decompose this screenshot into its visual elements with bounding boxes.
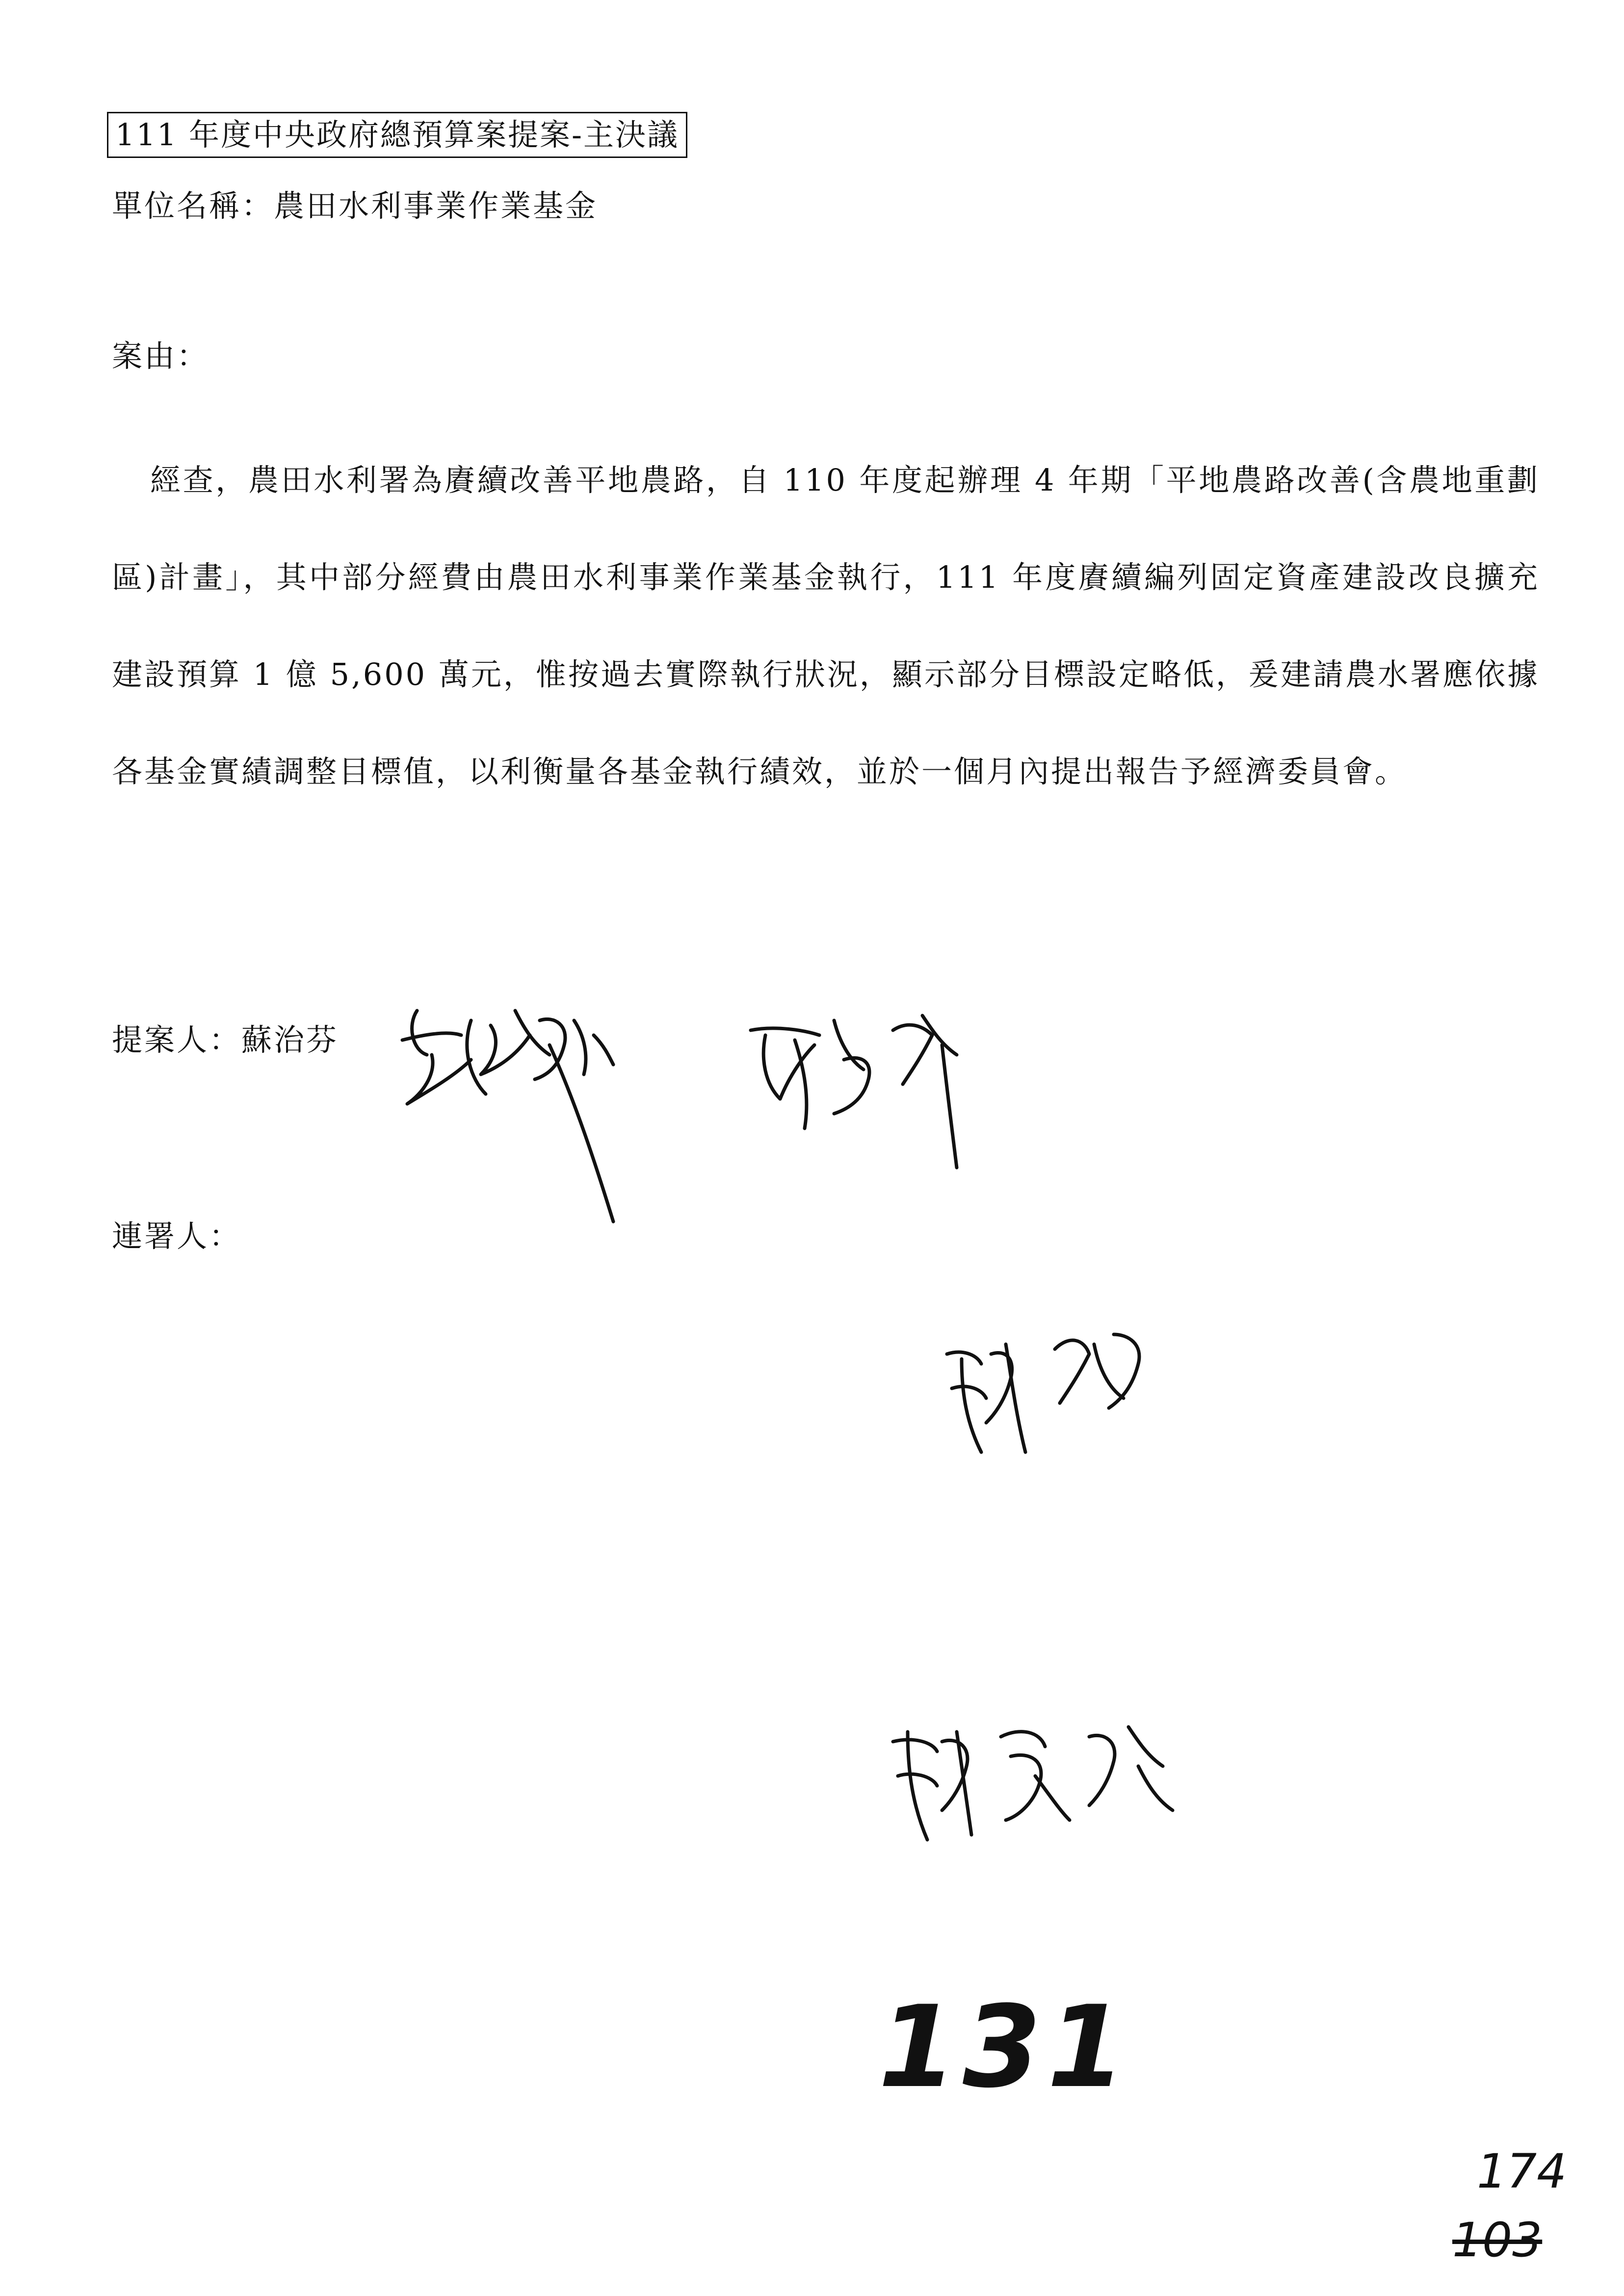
unit-name: 單位名稱：農田水利事業作業基金 bbox=[112, 188, 598, 224]
cosigner-signature-1 bbox=[736, 1001, 991, 1187]
reason-label: 案由： bbox=[112, 338, 210, 374]
proposer-signature bbox=[388, 981, 643, 1236]
struck-page-mark: 103 bbox=[1452, 2213, 1543, 2268]
cosigner-signature-2 bbox=[932, 1315, 1187, 1491]
page-number-mark: 131 bbox=[878, 1982, 1132, 2113]
cosigner-signature-3 bbox=[873, 1697, 1187, 1864]
secondary-page-mark: 174 bbox=[1477, 2144, 1567, 2199]
document-title: 111 年度中央政府總預算案提案-主決議 bbox=[107, 112, 687, 158]
reason-paragraph: 經查，農田水利署為賡續改善平地農路，自 110 年度起辦理 4 年期「平地農路改善(含農地重劃區)計畫」，其中部分經費由農田水利事業作業基金執行，111 年度賡續編列固定資產建設改良擴充建設預算 1 億 5,600 萬元，惟按過去實際執行狀況，顯示部分目標設定略低，爰建請農水署應依據各基金實績調整目標值，以利衡量各基金執行績效，並於一個月內提出報告予經濟委員會。 bbox=[112, 462, 1540, 789]
proposer-label: 提案人：蘇治芬 bbox=[112, 1022, 339, 1058]
cosigner-label: 連署人： bbox=[112, 1218, 242, 1254]
